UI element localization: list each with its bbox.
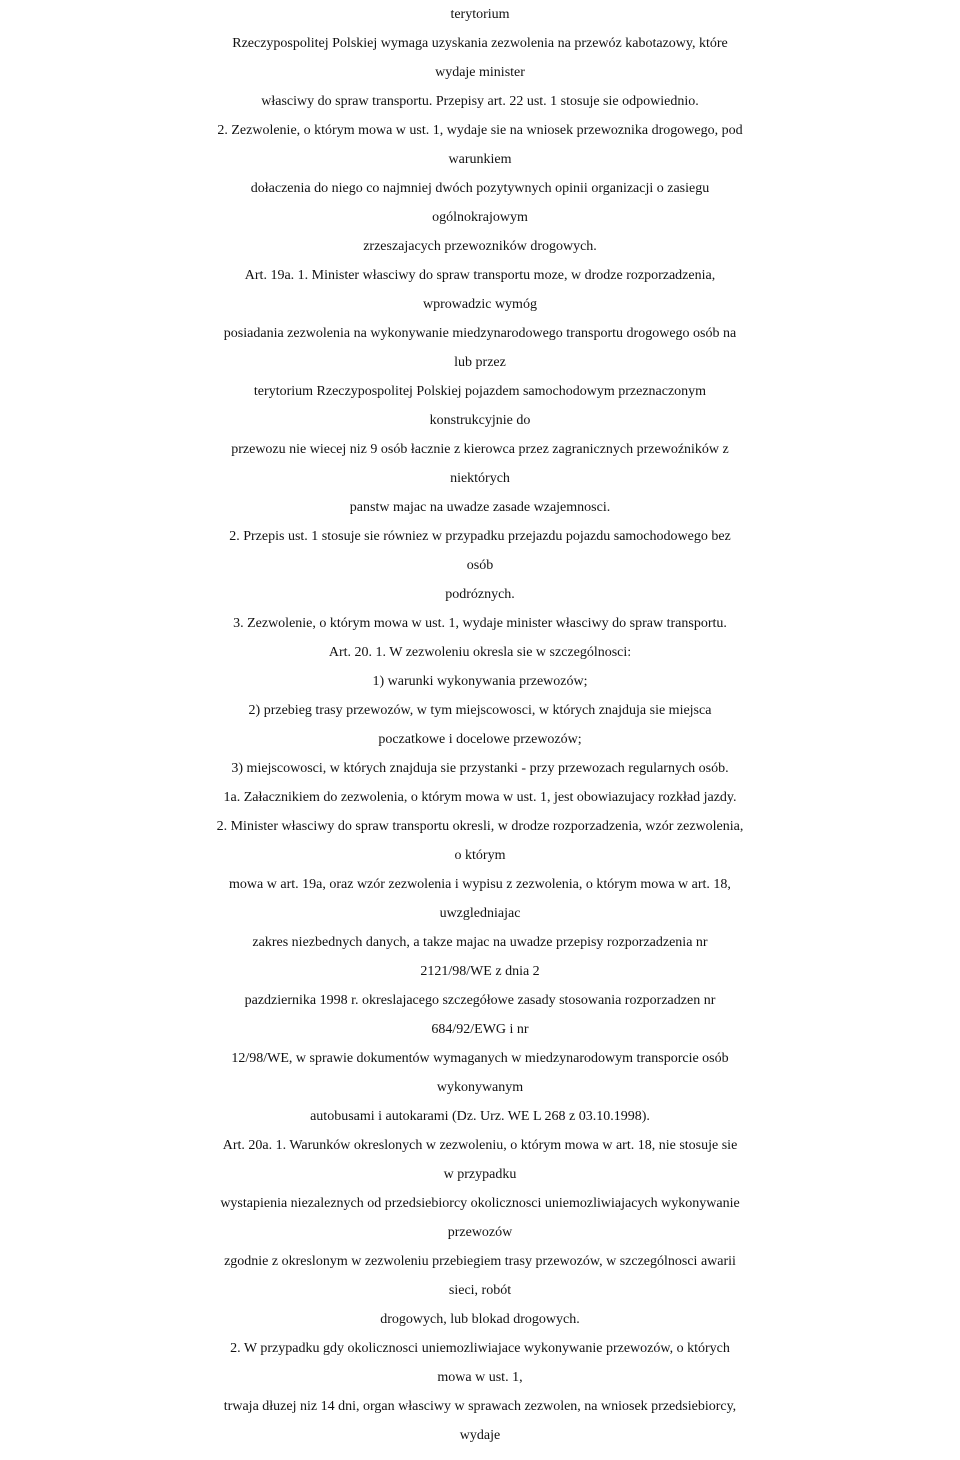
- document-line: o którym: [454, 848, 506, 863]
- document-line: terytorium: [450, 7, 510, 22]
- document-line: niektórych: [450, 471, 510, 486]
- document-line: mowa w ust. 1,: [437, 1370, 523, 1385]
- document-line: wprowadzic wymóg: [423, 297, 537, 312]
- document-line: poczatkowe i docelowe przewozów;: [378, 732, 582, 747]
- document-line: 3. Zezwolenie, o którym mowa w ust. 1, wydaje minister własciwy do spraw transportu.: [233, 616, 727, 631]
- document-line: 2. Minister własciwy do spraw transportu okresli, w drodze rozporzadzenia, wzór zezwolenia,: [216, 819, 744, 834]
- document-line: uwzgledniajac: [439, 906, 521, 921]
- document-line: wydaje minister: [435, 65, 525, 80]
- document-line: podróznych.: [445, 587, 515, 602]
- document-line: wydaje: [459, 1428, 501, 1443]
- document-line: 2. Zezwolenie, o którym mowa w ust. 1, wydaje sie na wniosek przewoznika drogowego, pod: [217, 123, 743, 138]
- document-line: zrzeszajacych przewozników drogowych.: [363, 239, 597, 254]
- document-line: panstw majac na uwadze zasade wzajemnosci.: [349, 500, 611, 515]
- document-line: własciwy do spraw transportu. Przepisy art. 22 ust. 1 stosuje sie odpowiednio.: [261, 94, 699, 109]
- document-line: 2. W przypadku gdy okolicznosci uniemozliwiajace wykonywanie przewozów, o których: [230, 1341, 730, 1356]
- document-line: warunkiem: [448, 152, 512, 167]
- document-line: w przypadku: [443, 1167, 517, 1182]
- document-line: trwaja dłuzej niz 14 dni, organ własciwy w sprawach zezwolen, na wniosek przedsiebiorcy,: [223, 1399, 737, 1414]
- document-line: wystapienia niezaleznych od przedsiebiorcy okolicznosci uniemozliwiajacych wykonywanie: [220, 1196, 740, 1211]
- document-line: posiadania zezwolenia na wykonywanie miedzynarodowego transportu drogowego osób na: [223, 326, 737, 341]
- document-line: 2) przebieg trasy przewozów, w tym miejscowosci, w których znajduja sie miejsca: [248, 703, 712, 718]
- document-line: Art. 20a. 1. Warunków okreslonych w zezwoleniu, o którym mowa w art. 18, nie stosuje sie: [222, 1138, 738, 1153]
- document-line: mowa w art. 19a, oraz wzór zezwolenia i wypisu z zezwolenia, o którym mowa w art. 18,: [229, 877, 731, 892]
- document-line: Art. 19a. 1. Minister własciwy do spraw transportu moze, w drodze rozporzadzenia,: [244, 268, 716, 283]
- document-line: 12/98/WE, w sprawie dokumentów wymaganych w miedzynarodowym transporcie osób: [231, 1051, 729, 1066]
- document-line: przewozów: [447, 1225, 513, 1240]
- document-line: osób: [466, 558, 494, 573]
- document-line: 3) miejscowosci, w których znajduja sie przystanki - przy przewozach regularnych osób.: [231, 761, 729, 776]
- document-line: zgodnie z okreslonym w zezwoleniu przebiegiem trasy przewozów, w szczególnosci awarii: [224, 1254, 736, 1269]
- document-line: zakres niezbednych danych, a takze majac na uwadze przepisy rozporzadzenia nr: [252, 935, 708, 950]
- document-line: przewozu nie wiecej niz 9 osób łacznie z kierowca przez zagranicznych przewoźników z: [231, 442, 729, 457]
- document-line: dołaczenia do niego co najmniej dwóch pozytywnych opinii organizacji o zasiegu: [250, 181, 710, 196]
- document-line: konstrukcyjnie do: [429, 413, 531, 428]
- document-line: pazdziernika 1998 r. okreslajacego szczegółowe zasady stosowania rozporzadzen nr: [244, 993, 716, 1008]
- document-line: terytorium Rzeczypospolitej Polskiej pojazdem samochodowym przeznaczonym: [253, 384, 707, 399]
- document-line: 1) warunki wykonywania przewozów;: [372, 674, 588, 689]
- document-line: 1a. Załacznikiem do zezwolenia, o którym mowa w ust. 1, jest obowiazujacy rozkład jazdy.: [223, 790, 737, 805]
- document-line: wykonywanym: [436, 1080, 524, 1095]
- document-line: drogowych, lub blokad drogowych.: [380, 1312, 580, 1327]
- document-line: ogólnokrajowym: [432, 210, 528, 225]
- document-line: Art. 20. 1. W zezwoleniu okresla sie w szczególnosci:: [328, 645, 632, 660]
- document-line: 684/92/EWG i nr: [431, 1022, 529, 1037]
- document-line: 2121/98/WE z dnia 2: [420, 964, 540, 979]
- document-line: autobusami i autokarami (Dz. Urz. WE L 268 z 03.10.1998).: [310, 1109, 650, 1124]
- document-line: lub przez: [454, 355, 506, 370]
- document-line: Rzeczypospolitej Polskiej wymaga uzyskania zezwolenia na przewóz kabotazowy, które: [232, 36, 728, 51]
- document-line: 2. Przepis ust. 1 stosuje sie równiez w przypadku przejazdu pojazdu samochodowego bez: [229, 529, 731, 544]
- document-line: sieci, robót: [448, 1283, 512, 1298]
